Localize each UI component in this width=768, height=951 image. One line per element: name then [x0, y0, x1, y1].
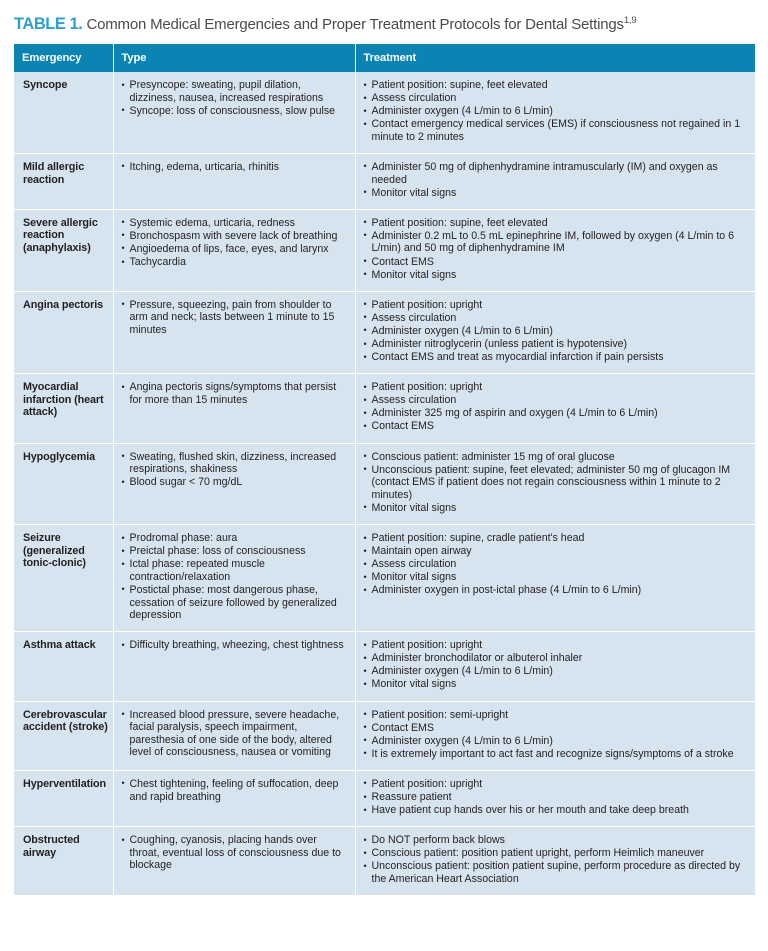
list-item: • Conscious patient: position patient upright, perform Heimlich maneuver — [364, 847, 748, 860]
list-item: • Reassure patient — [364, 791, 748, 804]
list-item: • Assess circulation — [364, 394, 748, 407]
list-item: • Preictal phase: loss of consciousness — [122, 545, 347, 558]
cell-emergency: Hypoglycemia — [14, 443, 113, 524]
cell-emergency: Seizure (generalized tonic-clonic) — [14, 525, 113, 632]
table-number-label: TABLE 1. — [14, 15, 83, 34]
type-bullet-list — [122, 217, 347, 269]
cell-emergency: Hyperventilation — [14, 770, 113, 826]
table-row — [14, 72, 755, 153]
cell-type — [113, 153, 355, 209]
type-bullet-list — [122, 381, 347, 406]
list-item: • Contact emergency medical services (EMS) if consciousness not regained in 1 minute to 2 minutes — [364, 118, 748, 143]
cell-treatment — [355, 632, 755, 701]
table-row — [14, 291, 755, 373]
list-item: • Contact EMS — [364, 256, 748, 269]
list-item: • Assess circulation — [364, 92, 748, 105]
treatment-bullet-list — [364, 451, 748, 515]
list-item: • Contact EMS — [364, 722, 748, 735]
medical-emergencies-table — [14, 44, 755, 896]
table-title-text: Common Medical Emergencies and Proper Treatment Protocols for Dental Settings — [86, 16, 624, 34]
list-item: • Administer 0.2 mL to 0.5 mL epinephrine IM, followed by oxygen (4 L/min to 6 L/min) and 50 mg of diphenhydramine IM — [364, 230, 748, 255]
cell-emergency: Severe allergic reaction (anaphylaxis) — [14, 209, 113, 291]
list-item: • Chest tightening, feeling of suffocation, deep and rapid breathing — [122, 778, 347, 803]
type-bullet-list — [122, 709, 347, 759]
cell-treatment — [355, 827, 755, 896]
list-item: • Administer bronchodilator or albuterol inhaler — [364, 652, 748, 665]
treatment-bullet-list — [364, 161, 748, 199]
list-item: • Assess circulation — [364, 558, 748, 571]
page-title — [14, 11, 759, 35]
cell-type — [113, 443, 355, 524]
list-item: • Contact EMS — [364, 420, 748, 433]
cell-treatment — [355, 209, 755, 291]
list-item: • Patient position: upright — [364, 778, 748, 791]
list-item: • Administer 325 mg of aspirin and oxygen (4 L/min to 6 L/min) — [364, 407, 748, 420]
cell-type — [113, 291, 355, 373]
treatment-bullet-list — [364, 79, 748, 143]
list-item: • Coughing, cyanosis, placing hands over throat, eventual loss of consciousness due to blockage — [122, 834, 347, 872]
list-item: • Administer nitroglycerin (unless patient is hypotensive) — [364, 338, 748, 351]
cell-treatment — [355, 770, 755, 826]
table-row — [14, 701, 755, 770]
column-header-emergency: Emergency — [14, 44, 113, 72]
list-item: • Have patient cup hands over his or her mouth and take deep breath — [364, 804, 748, 817]
table-row — [14, 827, 755, 896]
cell-type — [113, 525, 355, 632]
list-item: • Monitor vital signs — [364, 502, 748, 515]
list-item: • Prodromal phase: aura — [122, 532, 347, 545]
cell-emergency: Mild allergic reaction — [14, 153, 113, 209]
table-header-row — [14, 44, 755, 72]
treatment-bullet-list — [364, 639, 748, 691]
list-item: • Monitor vital signs — [364, 678, 748, 691]
table-body — [14, 72, 755, 896]
list-item: • Unconscious patient: supine, feet elevated; administer 50 mg of glucagon IM (contact EMS if patient does not regain consciousness within 1 minute to 2 minutes) — [364, 464, 748, 502]
list-item: • Increased blood pressure, severe headache, facial paralysis, speech impairment, paresthesia of one side of the body, altered level of consciousness, nausea or vomiting — [122, 709, 347, 759]
cell-emergency: Syncope — [14, 72, 113, 153]
list-item: • It is extremely important to act fast and recognize signs/symptoms of a stroke — [364, 748, 748, 761]
list-item: • Angioedema of lips, face, eyes, and larynx — [122, 243, 347, 256]
table-row — [14, 374, 755, 443]
list-item: • Patient position: supine, feet elevated — [364, 217, 748, 230]
cell-emergency: Angina pectoris — [14, 291, 113, 373]
list-item: • Do NOT perform back blows — [364, 834, 748, 847]
list-item: • Maintain open airway — [364, 545, 748, 558]
type-bullet-list — [122, 451, 347, 489]
treatment-bullet-list — [364, 217, 748, 281]
list-item: • Bronchospasm with severe lack of breathing — [122, 230, 347, 243]
type-bullet-list — [122, 79, 347, 117]
type-bullet-list — [122, 299, 347, 337]
list-item: • Postictal phase: most dangerous phase, cessation of seizure followed by generalized depression — [122, 584, 347, 622]
list-item: • Difficulty breathing, wheezing, chest tightness — [122, 639, 347, 652]
list-item: • Patient position: semi-upright — [364, 709, 748, 722]
list-item: • Monitor vital signs — [364, 571, 748, 584]
list-item: • Administer oxygen in post-ictal phase (4 L/min to 6 L/min) — [364, 584, 748, 597]
treatment-bullet-list — [364, 834, 748, 885]
cell-emergency: Obstructed airway — [14, 827, 113, 896]
list-item: • Assess circulation — [364, 312, 748, 325]
cell-treatment — [355, 72, 755, 153]
cell-emergency: Asthma attack — [14, 632, 113, 701]
type-bullet-list — [122, 778, 347, 803]
treatment-bullet-list — [364, 532, 748, 597]
cell-treatment — [355, 443, 755, 524]
list-item: • Patient position: upright — [364, 381, 748, 394]
type-bullet-list — [122, 532, 347, 622]
cell-emergency: Myocardial infarction (heart attack) — [14, 374, 113, 443]
cell-type — [113, 701, 355, 770]
cell-type — [113, 770, 355, 826]
cell-type — [113, 72, 355, 153]
list-item: • Itching, edema, urticaria, rhinitis — [122, 161, 347, 174]
table-row — [14, 632, 755, 701]
table-row — [14, 209, 755, 291]
list-item: • Administer oxygen (4 L/min to 6 L/min) — [364, 105, 748, 118]
type-bullet-list — [122, 834, 347, 872]
cell-treatment — [355, 525, 755, 632]
list-item: • Administer oxygen (4 L/min to 6 L/min) — [364, 735, 748, 748]
type-bullet-list — [122, 639, 347, 652]
treatment-bullet-list — [364, 778, 748, 817]
cell-treatment — [355, 153, 755, 209]
list-item: • Administer oxygen (4 L/min to 6 L/min) — [364, 325, 748, 338]
list-item: • Contact EMS and treat as myocardial infarction if pain persists — [364, 351, 748, 364]
list-item: • Patient position: upright — [364, 299, 748, 312]
column-header-type: Type — [113, 44, 355, 72]
treatment-bullet-list — [364, 299, 748, 364]
type-bullet-list — [122, 161, 347, 174]
table-title-superscript: 1,9 — [623, 15, 637, 26]
table-row — [14, 443, 755, 524]
cell-treatment — [355, 291, 755, 373]
list-item: • Sweating, flushed skin, dizziness, increased respirations, shakiness — [122, 451, 347, 476]
list-item: • Tachycardia — [122, 256, 347, 269]
list-item: • Systemic edema, urticaria, redness — [122, 217, 347, 230]
table-row — [14, 153, 755, 209]
list-item: • Ictal phase: repeated muscle contraction/relaxation — [122, 558, 347, 583]
list-item: • Blood sugar < 70 mg/dL — [122, 476, 347, 489]
table-row — [14, 770, 755, 826]
list-item: • Presyncope: sweating, pupil dilation, dizziness, nausea, increased respirations — [122, 79, 347, 104]
table-row — [14, 525, 755, 632]
list-item: • Administer oxygen (4 L/min to 6 L/min) — [364, 665, 748, 678]
list-item: • Patient position: supine, cradle patient's head — [364, 532, 748, 545]
list-item: • Patient position: upright — [364, 639, 748, 652]
treatment-bullet-list — [364, 381, 748, 433]
cell-type — [113, 632, 355, 701]
list-item: • Monitor vital signs — [364, 269, 748, 282]
list-item: • Patient position: supine, feet elevated — [364, 79, 748, 92]
cell-type — [113, 374, 355, 443]
cell-treatment — [355, 701, 755, 770]
cell-treatment — [355, 374, 755, 443]
column-header-treatment: Treatment — [355, 44, 755, 72]
list-item: • Unconscious patient: position patient supine, perform procedure as directed by the American Heart Association — [364, 860, 748, 885]
list-item: • Conscious patient: administer 15 mg of oral glucose — [364, 451, 748, 464]
cell-emergency: Cerebrovascular accident (stroke) — [14, 701, 113, 770]
cell-type — [113, 209, 355, 291]
list-item: • Angina pectoris signs/symptoms that persist for more than 15 minutes — [122, 381, 347, 406]
list-item: • Monitor vital signs — [364, 187, 748, 200]
list-item: • Pressure, squeezing, pain from shoulder to arm and neck; lasts between 1 minute to 15 minutes — [122, 299, 347, 337]
treatment-bullet-list — [364, 709, 748, 761]
list-item: • Syncope: loss of consciousness, slow pulse — [122, 105, 347, 118]
table-header — [14, 44, 755, 72]
cell-type — [113, 827, 355, 896]
list-item: • Administer 50 mg of diphenhydramine intramuscularly (IM) and oxygen as needed — [364, 161, 748, 186]
